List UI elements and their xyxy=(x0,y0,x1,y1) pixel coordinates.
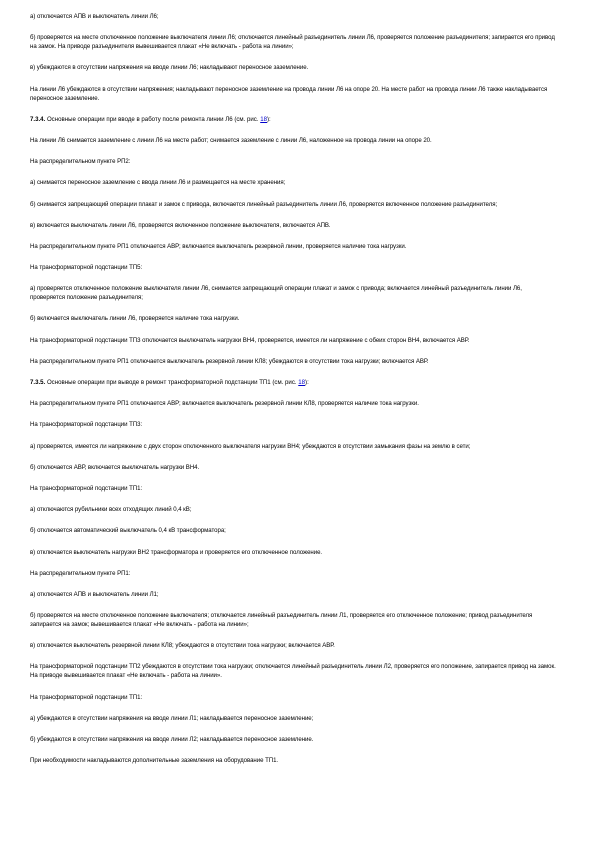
paragraph: На распределительном пункте РП2: xyxy=(30,158,131,166)
figure-link[interactable]: 18 xyxy=(260,115,267,123)
section-title-tail: ): xyxy=(305,379,309,386)
document-content xyxy=(30,12,558,765)
paragraph: На распределительном пункте РП1 отключается АВР; включается выключатель резервной линии КЛ8, проверяется наличие тока нагрузки. xyxy=(30,400,419,408)
paragraph: б) проверяется на месте отключенное положение выключателя; отключается линейный разъединитель линии Л1, проверяется его отключенное положение; привод разъединителя запирается на замок; вывешивается плакат «Не включать - работа на линии»; xyxy=(30,612,533,629)
paragraph: На трансформаторной подстанции ТП2 убеждаются в отсутствии тока нагрузки; отключается линейный разъединитель линии Л2, проверяется его положение, запирается привод на замок. На приводе вывешивается плакат «Не включать - работа на линии». xyxy=(30,663,556,680)
paragraph: На распределительном пункте РП1 отключается выключатель резервной линии КЛ8; убеждаются в отсутствии тока нагрузки; включается АВР. xyxy=(30,357,429,365)
section-number: 7.3.4. xyxy=(30,115,46,123)
paragraph: б) убеждаются в отсутствии напряжения на вводе линии Л2; накладывается переносное заземление. xyxy=(30,736,314,743)
paragraph: При необходимости накладываются дополнительные заземления на оборудование ТП1. xyxy=(30,757,279,765)
paragraph: в) убеждаются в отсутствии напряжения на вводе линии Л6; накладывают переносное заземление. xyxy=(30,64,309,72)
paragraph: На трансформаторной подстанции ТП1: xyxy=(30,484,143,492)
section-title: Основные операции при вводе в работу после ремонта линии Л6 (см. рис. xyxy=(45,115,261,123)
paragraph: На линии Л6 снимается заземление с линии Л6 на месте работ; снимается заземление с линии Л6, наложенное на провода линии на опоре 20. xyxy=(30,136,432,144)
paragraph: а) проверяется отключенное положение выключателя линии Л6, снимается запрещающий операции плакат и замок с привода; включается линейный разъединитель линии Л6, проверяется положение разъединителя; xyxy=(30,285,522,302)
paragraph: а) проверяется, имеется ли напряжение с двух сторон отключенного выключателя нагрузки ВН4; убеждаются в отсутствии замыкания фазы на землю в сети; xyxy=(30,442,471,450)
paragraph: а) отключаются рубильники всех отходящих линий 0,4 кВ; xyxy=(30,506,192,514)
paragraph: в) отключается выключатель нагрузки ВН2 трансформатора и проверяется его отключенное положение. xyxy=(30,548,323,556)
section-number: 7.3.5. xyxy=(30,379,46,386)
paragraph: На распределительном пункте РП1: xyxy=(30,569,131,577)
section-title-tail: ): xyxy=(267,115,271,123)
paragraph: На распределительном пункте РП1 отключается АВР; включается выключатель резервной линии, проверяется наличие тока нагрузки. xyxy=(30,242,407,250)
paragraph: а) отключается АПВ и выключатель линии Л6; xyxy=(30,13,159,20)
section-heading xyxy=(30,378,558,387)
paragraph: На трансформаторной подстанции ТП1: xyxy=(30,693,143,701)
paragraph: б) снимается запрещающий операции плакат и замок с привода, включается линейный разъединитель линии Л6, проверяется включенное положение разъединителя; xyxy=(30,200,498,208)
document-body xyxy=(30,12,558,777)
section-heading xyxy=(30,115,558,124)
paragraph: На трансформаторной подстанции ТП3 отключается выключатель нагрузки ВН4, проверяется, имеется ли напряжение с обеих сторон ВН4, включается АВР. xyxy=(30,336,470,344)
paragraph: б) отключается АВР, включается выключатель нагрузки ВН4. xyxy=(30,463,200,471)
section-title: Основные операции при выводе в ремонт трансформаторной подстанции ТП1 (см. рис. xyxy=(45,379,299,386)
paragraph: в) включается выключатель линии Л6, проверяется включенное положение выключателя, включается АПВ. xyxy=(30,221,331,229)
paragraph: На трансформаторной подстанции ТП3: xyxy=(30,421,143,429)
paragraph: б) отключается автоматический выключатель 0,4 кВ трансформатора; xyxy=(30,527,226,535)
paragraph: б) проверяется на месте отключенное положение выключателя линии Л6; отключается линейный разъединитель линии Л6, проверяется положение разъединителя; запирается его привод на замок. На приводе разъединителя вывешивается плакат «Не включать - работа на линии»; xyxy=(30,34,555,51)
paragraph: б) включается выключатель линии Л6, проверяется наличие тока нагрузки. xyxy=(30,315,240,323)
figure-link[interactable]: 18 xyxy=(298,379,306,386)
paragraph: На линии Л6 убеждаются в отсутствии напряжения; накладывают переносное заземление на провода линии Л6 на опоре 20. На месте работ на провода линии Л6 также накладывается переносное заземление. xyxy=(30,85,548,102)
paragraph: а) убеждаются в отсутствии напряжения на вводе линии Л1; накладывается переносное заземление; xyxy=(30,714,314,722)
paragraph: На трансформаторной подстанции ТП5: xyxy=(30,264,143,272)
paragraph: в) отключается выключатель резервной линии КЛ8; убеждаются в отсутствии тока нагрузки; включается АВР. xyxy=(30,642,335,650)
paragraph: а) снимается переносное заземление с ввода линии Л6 и размещается на месте хранения; xyxy=(30,179,286,187)
paragraph: а) отключается АПВ и выключатель линии Л1; xyxy=(30,590,159,598)
